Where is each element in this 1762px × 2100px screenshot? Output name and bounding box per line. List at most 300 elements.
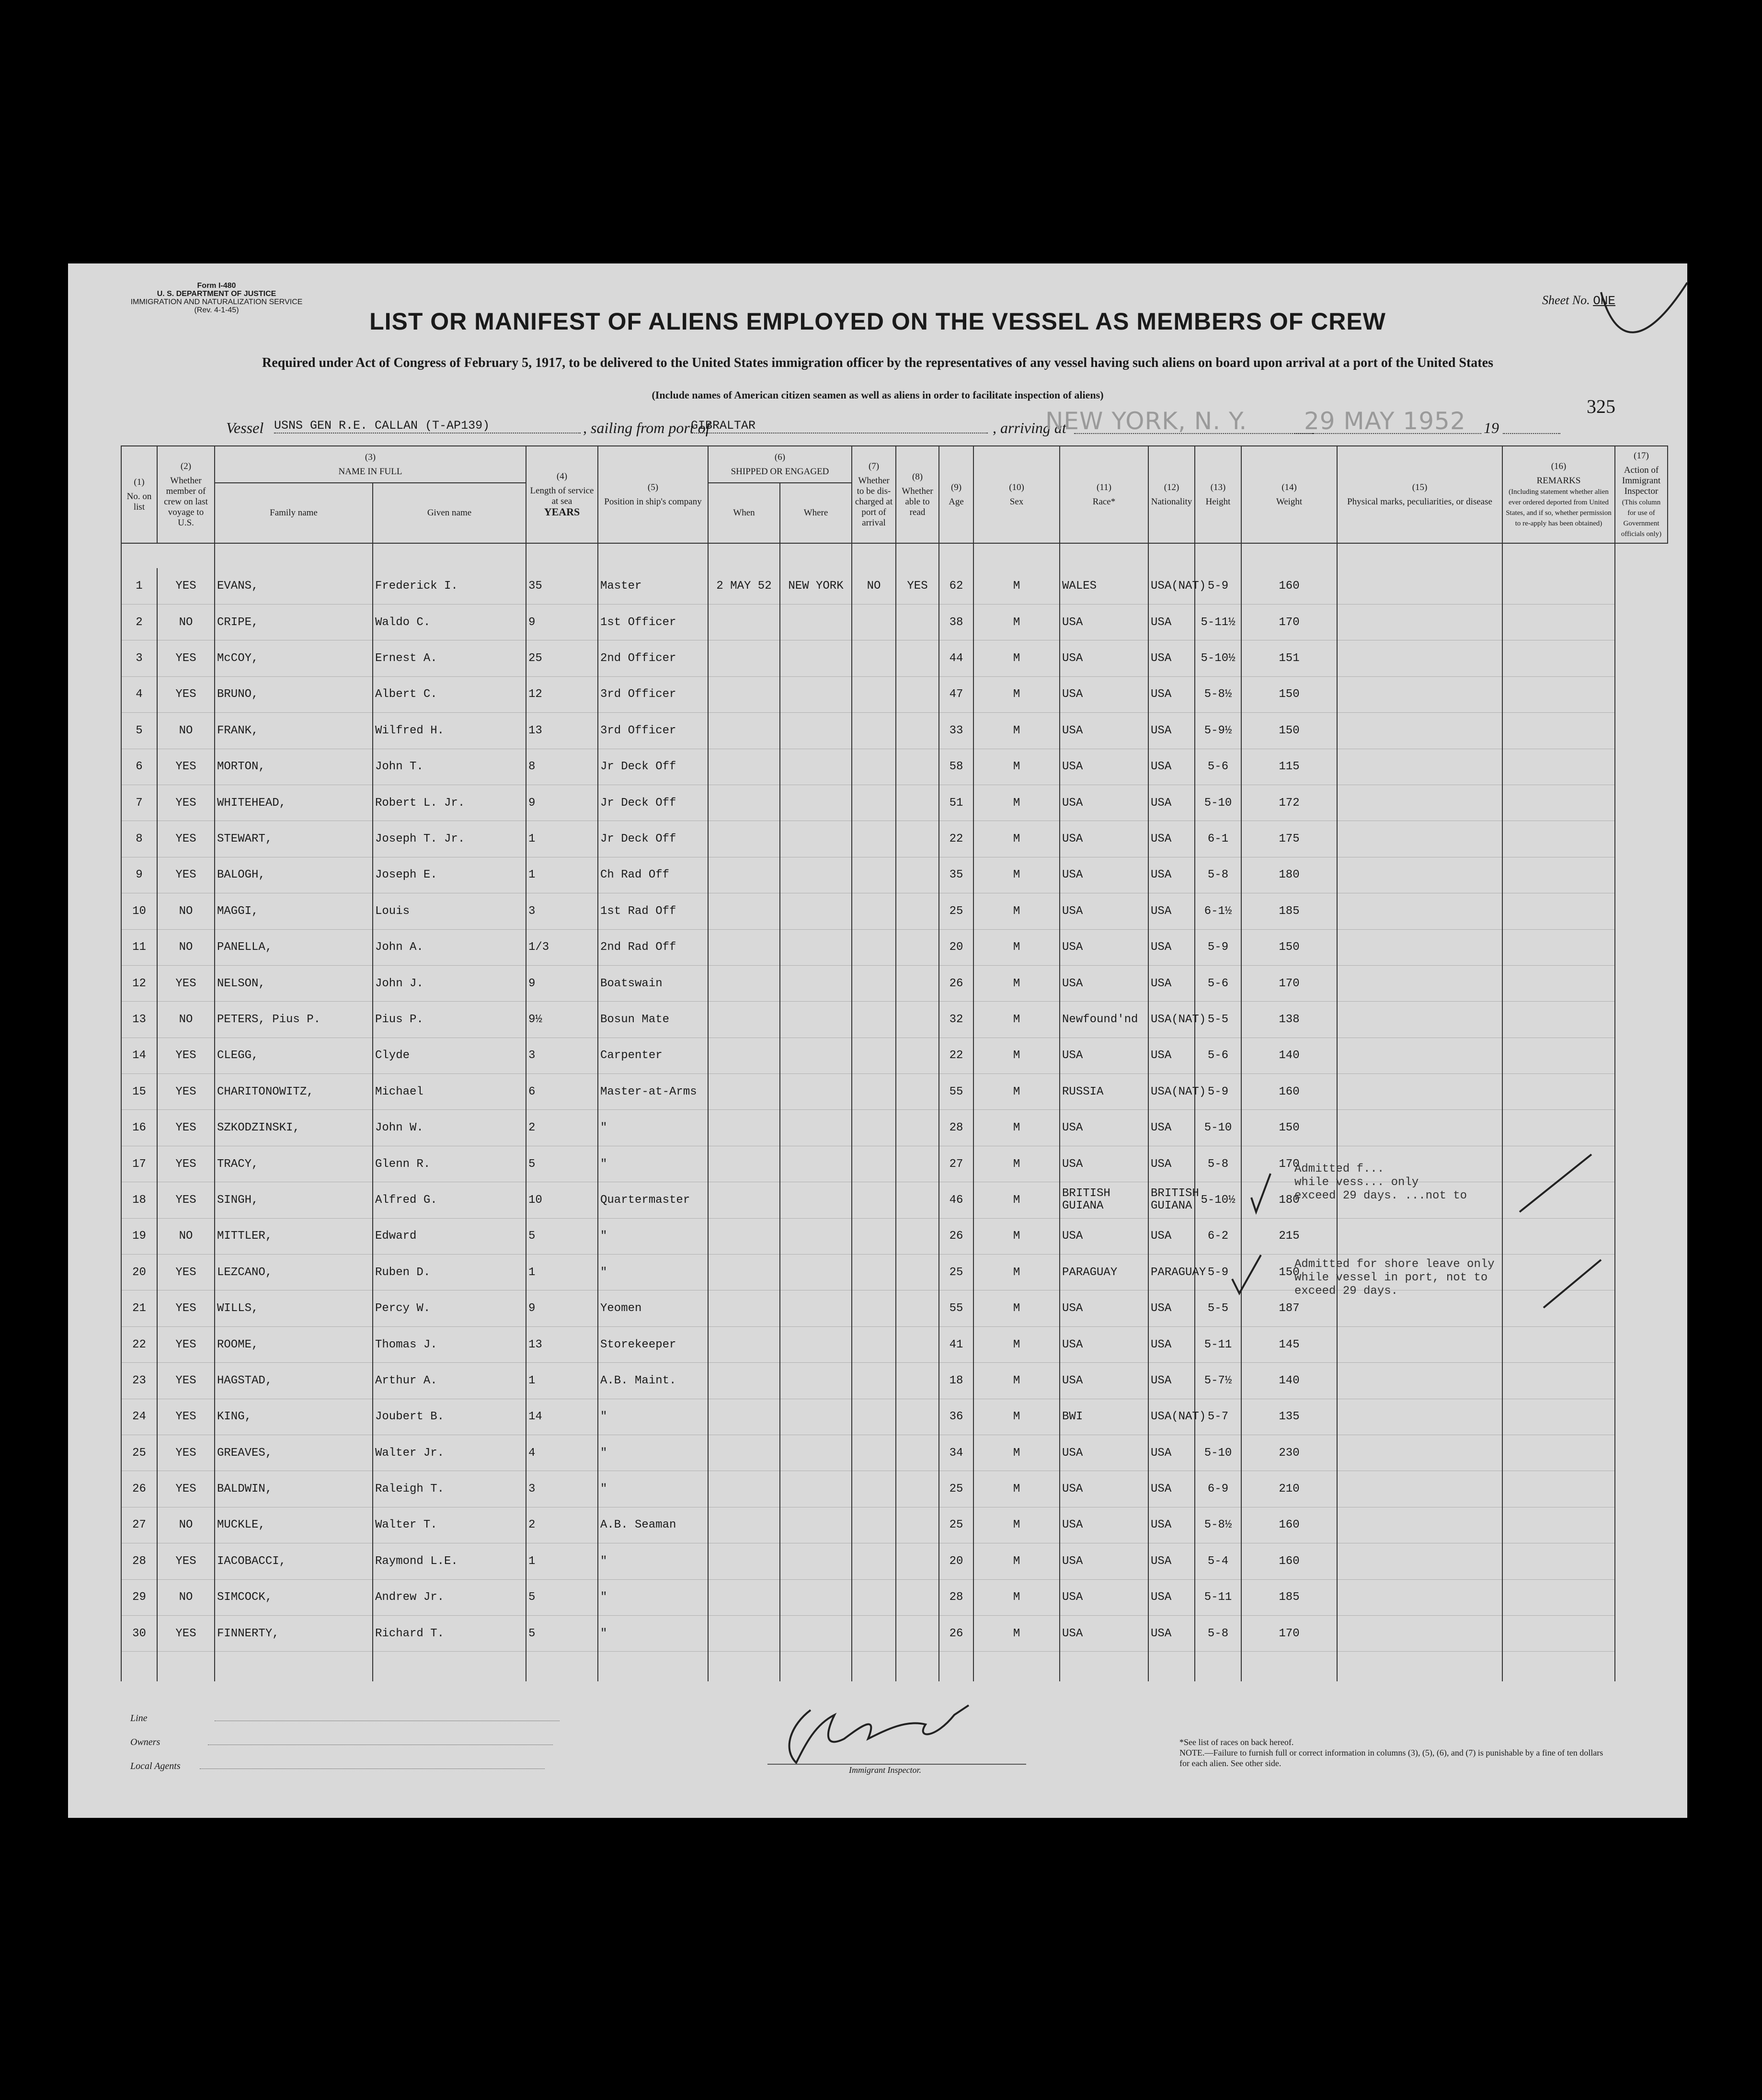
cell-age: 36 [939,1399,973,1435]
cell-service-years: 5 [526,1579,598,1615]
cell-service-years: 1 [526,1543,598,1579]
cell-sex: M [973,1543,1060,1579]
cell-nationality: USA [1148,1326,1195,1362]
cell-discharged [852,1290,896,1326]
cell-nationality: BRITISH GUIANA [1148,1182,1195,1218]
cell-service-years: 3 [526,1038,598,1073]
cell-family-name: MAGGI, [215,893,373,929]
cell-previous-voyage: YES [157,676,215,712]
cell-able-to-read [896,1074,939,1110]
cell-able-to-read [896,1182,939,1218]
cell-discharged [852,1435,896,1471]
cell-weight: 180 [1241,857,1337,893]
header-sex: (10) Sex [973,446,1060,543]
cell-shipped-when [708,1435,780,1471]
cell-row-number: 6 [121,749,157,785]
cell-shipped-when [708,1507,780,1543]
filler-row [121,1652,1668,1681]
cell-previous-voyage: YES [157,640,215,676]
header-no: (1) No. on list [121,446,157,543]
cell-family-name: MITTLER, [215,1218,373,1254]
cell-discharged: NO [852,568,896,604]
cell-race: USA [1060,1507,1148,1543]
cell-race: WALES [1060,568,1148,604]
cell-service-years: 9 [526,1290,598,1326]
header-previous-voyage: (2) Whether member of crew on last voyage to U.S. [157,446,215,543]
cell-row-number: 20 [121,1255,157,1290]
cell-race: RUSSIA [1060,1074,1148,1110]
table-row [121,821,1668,857]
remark-stamp-row-17: Admitted f... while vess... only exceed 29 days. ...not to [1294,1163,1467,1202]
cell-shipped-when [708,1326,780,1362]
table-row [121,1507,1668,1543]
cell-discharged [852,1543,896,1579]
document-instruction: (Include names of American citizen seamen as well as aliens in order to facilitate inspection of aliens) [652,389,1104,401]
cell-age: 25 [939,1255,973,1290]
cell-previous-voyage: YES [157,965,215,1001]
cell-age: 55 [939,1074,973,1110]
cell-height: 5-5 [1195,1290,1241,1326]
cell-discharged [852,1255,896,1290]
cell-race: USA [1060,640,1148,676]
cell-service-years: 9 [526,785,598,821]
cell-height: 5-6 [1195,965,1241,1001]
cell-sex: M [973,893,1060,929]
cell-discharged [852,1002,896,1038]
cell-family-name: CRIPE, [215,605,373,640]
cell-height: 5-8 [1195,1146,1241,1182]
cell-weight: 170 [1241,605,1337,640]
cell-previous-voyage: YES [157,1074,215,1110]
cell-physical-marks [1337,929,1502,965]
cell-weight: 145 [1241,1326,1337,1362]
cell-weight: 160 [1241,1074,1337,1110]
cell-row-number: 27 [121,1507,157,1543]
cell-physical-marks [1337,1471,1502,1507]
cell-nationality: USA [1148,1615,1195,1651]
cell-able-to-read [896,893,939,929]
cell-shipped-when [708,605,780,640]
cell-shipped-where [780,929,852,965]
cell-given-name: John A. [373,929,526,965]
cell-sex: M [973,676,1060,712]
cell-service-years: 1 [526,821,598,857]
cell-row-number: 8 [121,821,157,857]
cell-position: Yeomen [598,1290,708,1326]
cell-shipped-where [780,1579,852,1615]
cell-shipped-where [780,893,852,929]
cell-discharged [852,893,896,929]
cell-nationality: USA [1148,1471,1195,1507]
cell-age: 58 [939,749,973,785]
table-row [121,640,1668,676]
cell-service-years: 5 [526,1146,598,1182]
cell-able-to-read [896,605,939,640]
cell-family-name: WHITEHEAD, [215,785,373,821]
penalty-note: NOTE.—Failure to furnish full or correct information in columns (3), (5), (6), and (7) is punishable by a fine of ten dollars for each alien. See other side. [1179,1748,1603,1768]
header-discharged: (7) Whether to be dis-charged at port of arrival [852,446,896,543]
cell-service-years: 3 [526,1471,598,1507]
cell-row-number: 30 [121,1615,157,1651]
cell-family-name: WILLS, [215,1290,373,1326]
cell-weight: 151 [1241,640,1337,676]
cell-physical-marks [1337,605,1502,640]
cell-sex: M [973,965,1060,1001]
cell-shipped-where [780,1146,852,1182]
cell-nationality: USA [1148,965,1195,1001]
cell-remarks [1502,1363,1615,1399]
cell-discharged [852,605,896,640]
cell-given-name: Waldo C. [373,605,526,640]
cell-given-name: John J. [373,965,526,1001]
table-row [121,1579,1668,1615]
crew-manifest-table [121,445,1668,1681]
cell-age: 32 [939,1002,973,1038]
cell-physical-marks [1337,1435,1502,1471]
cell-shipped-when [708,929,780,965]
cell-sex: M [973,1182,1060,1218]
cell-height: 6-2 [1195,1218,1241,1254]
cell-weight: 150 [1241,1255,1337,1290]
cell-age: 33 [939,713,973,749]
cell-height: 6-1 [1195,821,1241,857]
cell-sex: M [973,1326,1060,1362]
cell-height: 5-9½ [1195,713,1241,749]
cell-height: 5-8½ [1195,1507,1241,1543]
cell-nationality: USA [1148,640,1195,676]
cell-nationality: USA [1148,1507,1195,1543]
cell-sex: M [973,605,1060,640]
cell-remarks [1502,713,1615,749]
cell-physical-marks [1337,1615,1502,1651]
cell-given-name: Andrew Jr. [373,1579,526,1615]
cell-weight: 210 [1241,1471,1337,1507]
cell-weight: 140 [1241,1363,1337,1399]
cell-given-name: Raymond L.E. [373,1543,526,1579]
cell-given-name: Thomas J. [373,1326,526,1362]
cell-position: " [598,1255,708,1290]
cell-remarks [1502,821,1615,857]
cell-weight: 150 [1241,713,1337,749]
cell-discharged [852,1471,896,1507]
cell-position: " [598,1579,708,1615]
cell-previous-voyage: YES [157,1290,215,1326]
cell-position: 2nd Officer [598,640,708,676]
cell-shipped-when [708,1002,780,1038]
cell-age: 38 [939,605,973,640]
table-row [121,929,1668,965]
cell-race: USA [1060,965,1148,1001]
cell-age: 34 [939,1435,973,1471]
cell-height: 6-1½ [1195,893,1241,929]
cell-position: 2nd Rad Off [598,929,708,965]
table-row [121,749,1668,785]
cell-nationality: USA [1148,1579,1195,1615]
cell-age: 46 [939,1182,973,1218]
cell-shipped-where [780,1110,852,1146]
footer-owners-label: Owners [130,1737,160,1747]
cell-previous-voyage: YES [157,749,215,785]
cell-previous-voyage: YES [157,1326,215,1362]
cell-given-name: Walter T. [373,1507,526,1543]
cell-family-name: GREAVES, [215,1435,373,1471]
cell-weight: 170 [1241,1615,1337,1651]
cell-previous-voyage: YES [157,1615,215,1651]
cell-height: 5-9 [1195,568,1241,604]
cell-family-name: KING, [215,1399,373,1435]
cell-given-name: Ernest A. [373,640,526,676]
cell-remarks [1502,1507,1615,1543]
cell-able-to-read [896,1615,939,1651]
cell-age: 22 [939,821,973,857]
cell-height: 5-10½ [1195,1182,1241,1218]
cell-weight: 170 [1241,965,1337,1001]
cell-row-number: 18 [121,1182,157,1218]
cell-service-years: 35 [526,568,598,604]
year-line [1503,419,1560,434]
cell-row-number: 12 [121,965,157,1001]
cell-able-to-read [896,1471,939,1507]
cell-physical-marks [1337,857,1502,893]
cell-height: 5-9 [1195,929,1241,965]
cell-shipped-when [708,1363,780,1399]
cell-previous-voyage: NO [157,1218,215,1254]
cell-remarks [1502,857,1615,893]
cell-remarks [1502,605,1615,640]
races-note: *See list of races on back hereof. [1179,1737,1294,1747]
cell-shipped-where [780,676,852,712]
cell-shipped-where [780,1399,852,1435]
cell-service-years: 9 [526,605,598,640]
cell-nationality: USA [1148,1218,1195,1254]
cell-discharged [852,1615,896,1651]
cell-previous-voyage: YES [157,1471,215,1507]
year-label: 19 [1484,419,1499,436]
cell-weight: 160 [1241,568,1337,604]
cell-race: USA [1060,713,1148,749]
cell-race: USA [1060,1579,1148,1615]
cell-shipped-where [780,1326,852,1362]
cell-race: USA [1060,605,1148,640]
cell-given-name: Robert L. Jr. [373,785,526,821]
form-service: IMMIGRATION AND NATURALIZATION SERVICE [130,298,303,306]
cell-given-name: Percy W. [373,1290,526,1326]
table-row [121,1002,1668,1038]
cell-sex: M [973,1615,1060,1651]
sailing-label: , sailing from port of [583,419,710,436]
cell-sex: M [973,713,1060,749]
cell-previous-voyage: NO [157,1579,215,1615]
cell-race: USA [1060,785,1148,821]
table-row [121,568,1668,604]
cell-age: 44 [939,640,973,676]
header-race: (11) Race* [1060,446,1148,543]
form-revision: (Rev. 4-1-45) [194,306,239,314]
cell-given-name: Pius P. [373,1002,526,1038]
header-shipped: (6) SHIPPED OR ENGAGED [708,446,852,483]
cell-row-number: 1 [121,568,157,604]
cell-age: 28 [939,1579,973,1615]
cell-family-name: PETERS, Pius P. [215,1002,373,1038]
cell-sex: M [973,1074,1060,1110]
inspector-line [767,1764,1026,1765]
cell-previous-voyage: YES [157,1399,215,1435]
cell-service-years: 9½ [526,1002,598,1038]
spacer-row [121,543,1668,568]
footer-note [1179,1737,1611,1769]
cell-weight: 180 [1241,1182,1337,1218]
cell-family-name: BRUNO, [215,676,373,712]
document-title: LIST OR MANIFEST OF ALIENS EMPLOYED ON THE VESSEL AS MEMBERS OF CREW [369,308,1386,335]
cell-age: 18 [939,1363,973,1399]
cell-shipped-when [708,893,780,929]
cell-able-to-read [896,1218,939,1254]
table-row [121,893,1668,929]
document-subtitle: Required under Act of Congress of February 5, 1917, to be delivered to the United States immigration officer by the representatives of any vessel having such aliens on board upon arrival at a port of the United States [262,355,1493,370]
cell-weight: 185 [1241,1579,1337,1615]
cell-shipped-when [708,1218,780,1254]
cell-shipped-when [708,1038,780,1073]
cell-sex: M [973,640,1060,676]
form-department: U. S. DEPARTMENT OF JUSTICE [157,290,276,298]
cell-previous-voyage: NO [157,893,215,929]
cell-previous-voyage: YES [157,1255,215,1290]
cell-shipped-when [708,1146,780,1182]
header-row-top [121,446,1668,483]
cell-physical-marks [1337,1002,1502,1038]
cell-family-name: STEWART, [215,821,373,857]
table-row [121,1543,1668,1579]
cell-height: 5-10 [1195,1110,1241,1146]
cell-family-name: EVANS, [215,568,373,604]
cell-weight: 150 [1241,676,1337,712]
cell-shipped-where [780,965,852,1001]
cell-shipped-when [708,1074,780,1110]
cell-weight: 170 [1241,1146,1337,1182]
form-number: Form I-480 [197,282,236,290]
cell-weight: 140 [1241,1038,1337,1073]
manifest-page [68,263,1687,1818]
cell-age: 55 [939,1290,973,1326]
cell-age: 25 [939,893,973,929]
cell-given-name: Joseph T. Jr. [373,821,526,857]
cell-shipped-where [780,1543,852,1579]
cell-height: 6-9 [1195,1471,1241,1507]
cell-shipped-when [708,749,780,785]
header-shipped-when: When [708,483,780,543]
cell-service-years: 9 [526,965,598,1001]
cell-race: USA [1060,1146,1148,1182]
cell-position: " [598,1399,708,1435]
vessel-label: Vessel [226,419,264,436]
cell-row-number: 17 [121,1146,157,1182]
cell-remarks [1502,893,1615,929]
table-row [121,605,1668,640]
cell-shipped-when [708,1615,780,1651]
cell-row-number: 22 [121,1326,157,1362]
cell-previous-voyage: YES [157,821,215,857]
cell-able-to-read [896,713,939,749]
cell-shipped-where [780,1507,852,1543]
cell-given-name: John T. [373,749,526,785]
cell-previous-voyage: YES [157,1363,215,1399]
cell-service-years: 25 [526,640,598,676]
cell-sex: M [973,1435,1060,1471]
cell-sex: M [973,568,1060,604]
cell-given-name: Michael [373,1074,526,1110]
cell-family-name: LEZCANO, [215,1255,373,1290]
table-row [121,713,1668,749]
cell-weight: 150 [1241,929,1337,965]
cell-able-to-read [896,1255,939,1290]
cell-race: PARAGUAY [1060,1255,1148,1290]
cell-race: USA [1060,1435,1148,1471]
cell-remarks [1502,1543,1615,1579]
cell-weight: 187 [1241,1290,1337,1326]
cell-shipped-where [780,1182,852,1218]
cell-physical-marks [1337,893,1502,929]
cell-physical-marks [1337,821,1502,857]
cell-family-name: McCOY, [215,640,373,676]
cell-given-name: Glenn R. [373,1146,526,1182]
cell-previous-voyage: NO [157,929,215,965]
cell-remarks [1502,640,1615,676]
cell-race: USA [1060,1471,1148,1507]
cell-height: 5-9 [1195,1255,1241,1290]
cell-previous-voyage: NO [157,1507,215,1543]
cell-age: 62 [939,568,973,604]
cell-given-name: Joseph E. [373,857,526,893]
cell-row-number: 11 [121,929,157,965]
cell-shipped-where [780,857,852,893]
cell-position: Bosun Mate [598,1002,708,1038]
cell-remarks [1502,568,1615,604]
cell-service-years: 13 [526,713,598,749]
footer-line-label: Line [130,1713,148,1723]
cell-remarks [1502,1471,1615,1507]
cell-sex: M [973,1579,1060,1615]
cell-discharged [852,857,896,893]
cell-given-name: Albert C. [373,676,526,712]
header-family-name: Family name [215,483,373,543]
cell-shipped-where [780,1074,852,1110]
cell-able-to-read [896,1290,939,1326]
cell-race: USA [1060,1615,1148,1651]
cell-race: BWI [1060,1399,1148,1435]
cell-race: Newfound'nd [1060,1002,1148,1038]
cell-race: USA [1060,857,1148,893]
cell-service-years: 3 [526,893,598,929]
cell-remarks [1502,1399,1615,1435]
cell-discharged [852,821,896,857]
cell-age: 25 [939,1507,973,1543]
cell-previous-voyage: YES [157,785,215,821]
cell-height: 5-11 [1195,1579,1241,1615]
sheet-value: ONE [1593,294,1615,308]
cell-discharged [852,1363,896,1399]
cell-position: " [598,1146,708,1182]
cell-position: " [598,1471,708,1507]
cell-able-to-read [896,1326,939,1362]
cell-nationality: USA [1148,821,1195,857]
cell-row-number: 7 [121,785,157,821]
cell-nationality: USA [1148,749,1195,785]
cell-height: 5-7½ [1195,1363,1241,1399]
cell-discharged [852,785,896,821]
cell-race: USA [1060,893,1148,929]
cell-weight: 160 [1241,1543,1337,1579]
cell-position: A.B. Seaman [598,1507,708,1543]
